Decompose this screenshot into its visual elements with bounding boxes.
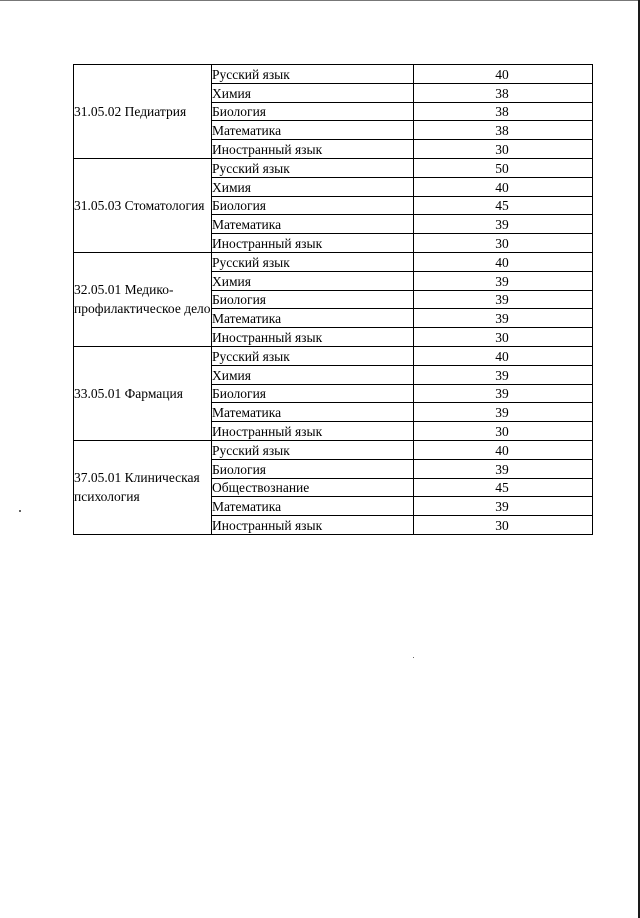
subject-cell: Иностранный язык xyxy=(212,234,414,253)
score-cell: 45 xyxy=(414,478,593,497)
score-cell: 39 xyxy=(414,215,593,234)
table-row xyxy=(74,252,593,271)
table-row xyxy=(74,440,593,459)
score-cell: 50 xyxy=(414,158,593,177)
score-cell: 40 xyxy=(414,252,593,271)
subject-cell: Русский язык xyxy=(212,158,414,177)
score-cell: 39 xyxy=(414,290,593,309)
score-cell: 39 xyxy=(414,271,593,290)
subject-cell: Иностранный язык xyxy=(212,422,414,441)
scan-speck xyxy=(19,510,21,512)
score-cell: 39 xyxy=(414,309,593,328)
subject-cell: Русский язык xyxy=(212,65,414,84)
score-cell: 40 xyxy=(414,65,593,84)
subject-cell: Химия xyxy=(212,365,414,384)
score-cell: 30 xyxy=(414,328,593,347)
specialty-cell: 31.05.02 Педиатрия xyxy=(74,65,212,159)
subject-cell: Химия xyxy=(212,177,414,196)
subject-cell: Математика xyxy=(212,403,414,422)
score-cell: 39 xyxy=(414,365,593,384)
subject-cell: Обществознание xyxy=(212,478,414,497)
score-cell: 40 xyxy=(414,346,593,365)
table-row xyxy=(74,158,593,177)
min-scores-table xyxy=(73,64,593,535)
subject-cell: Химия xyxy=(212,83,414,102)
score-cell: 30 xyxy=(414,516,593,535)
subject-cell: Математика xyxy=(212,497,414,516)
score-cell: 39 xyxy=(414,459,593,478)
subject-cell: Русский язык xyxy=(212,252,414,271)
subject-cell: Биология xyxy=(212,459,414,478)
subject-cell: Биология xyxy=(212,196,414,215)
score-cell: 39 xyxy=(414,384,593,403)
subject-cell: Биология xyxy=(212,290,414,309)
page-top-edge xyxy=(0,0,640,1)
subject-cell: Биология xyxy=(212,384,414,403)
specialty-cell: 31.05.03 Стоматология xyxy=(74,158,212,252)
subject-cell: Биология xyxy=(212,102,414,121)
score-cell: 30 xyxy=(414,422,593,441)
score-cell: 30 xyxy=(414,234,593,253)
scan-speck xyxy=(413,657,414,658)
subject-cell: Русский язык xyxy=(212,346,414,365)
subject-cell: Химия xyxy=(212,271,414,290)
subject-cell: Математика xyxy=(212,121,414,140)
subject-cell: Иностранный язык xyxy=(212,516,414,535)
subject-cell: Русский язык xyxy=(212,440,414,459)
table-row xyxy=(74,65,593,84)
score-cell: 39 xyxy=(414,497,593,516)
score-cell: 39 xyxy=(414,403,593,422)
table-row xyxy=(74,346,593,365)
subject-cell: Математика xyxy=(212,309,414,328)
subject-cell: Иностранный язык xyxy=(212,140,414,159)
specialty-cell: 33.05.01 Фармация xyxy=(74,346,212,440)
specialty-cell: 37.05.01 Клиническая психология xyxy=(74,440,212,534)
score-cell: 40 xyxy=(414,177,593,196)
score-cell: 38 xyxy=(414,121,593,140)
score-cell: 40 xyxy=(414,440,593,459)
score-cell: 38 xyxy=(414,83,593,102)
specialty-cell: 32.05.01 Медико-профилактическое дело xyxy=(74,252,212,346)
score-cell: 45 xyxy=(414,196,593,215)
subject-cell: Иностранный язык xyxy=(212,328,414,347)
score-cell: 30 xyxy=(414,140,593,159)
subject-cell: Математика xyxy=(212,215,414,234)
score-cell: 38 xyxy=(414,102,593,121)
